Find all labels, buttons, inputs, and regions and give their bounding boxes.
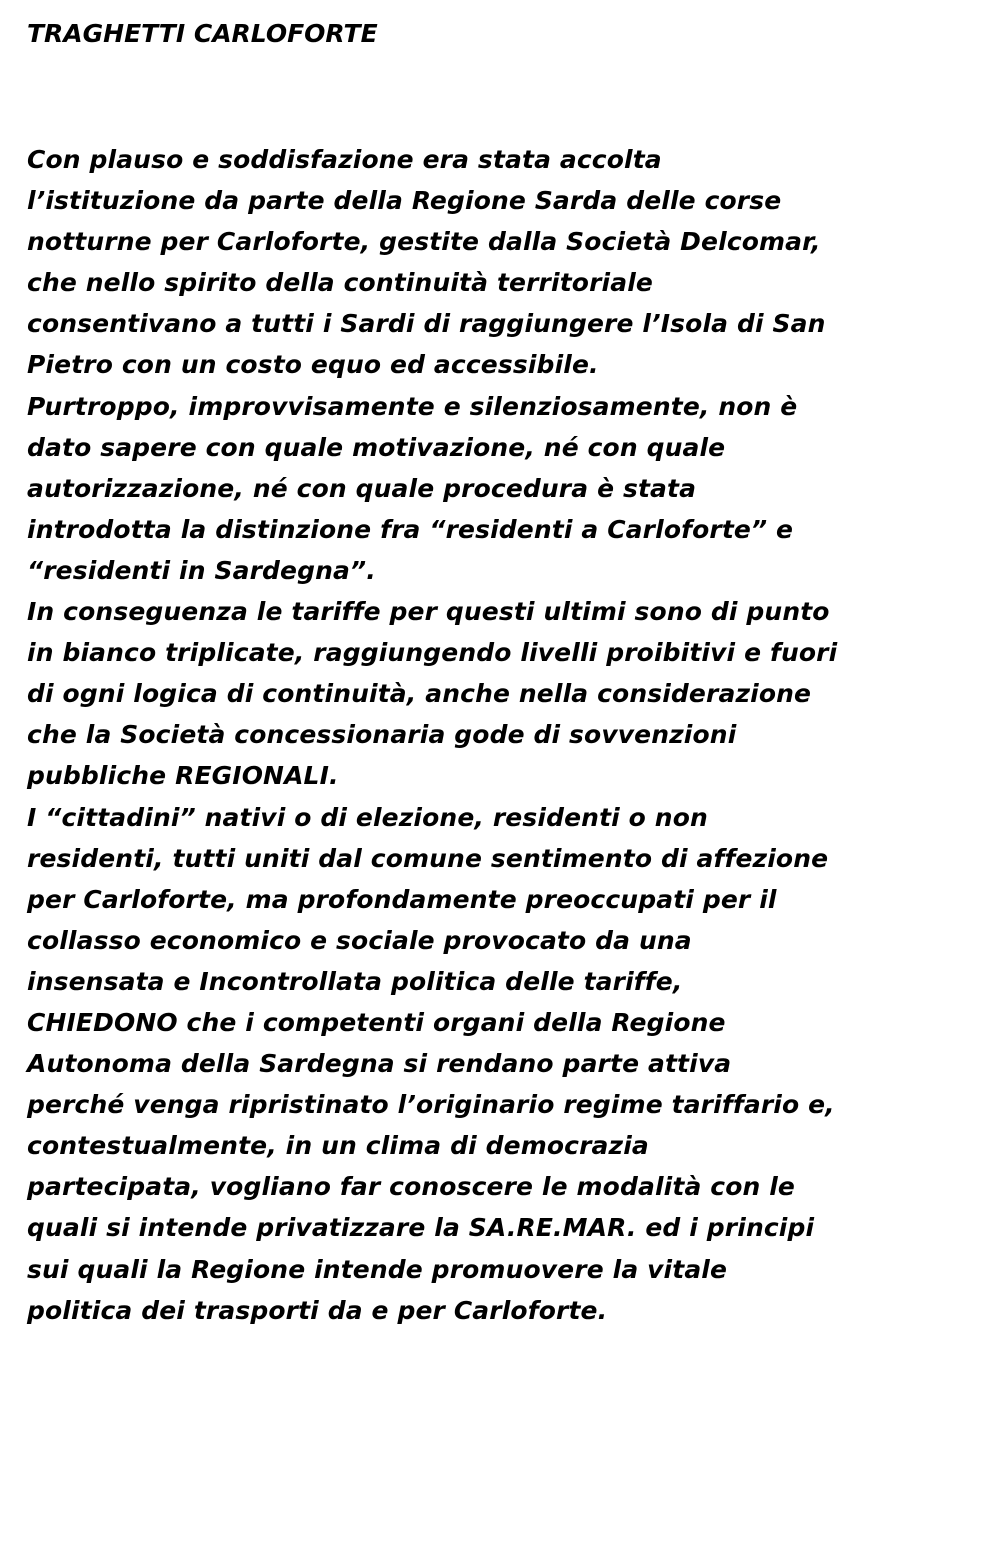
body-line: notturne per Carloforte, gestite dalla Società Delcomar, [27, 227, 821, 257]
document-title: TRAGHETTI CARLOFORTE [27, 19, 378, 48]
body-line: dato sapere con quale motivazione, né con quale [27, 432, 726, 462]
body-line: Autonoma della Sardegna si rendano parte attiva [27, 1049, 732, 1079]
body-line: pubbliche REGIONALI. [27, 761, 339, 791]
body-line: politica dei trasporti da e per Carloforte. [27, 1295, 608, 1325]
body-line: quali si intende privatizzare la SA.RE.MAR. ed i principi [27, 1213, 815, 1243]
body-line: Purtroppo, improvvisamente e silenziosamente, non è [27, 391, 798, 421]
body-line: In conseguenza le tariffe per questi ultimi sono di punto [27, 597, 830, 627]
body-line: “residenti in Sardegna”. [27, 555, 376, 585]
body-line: introdotta la distinzione fra “residenti a Carloforte” e [27, 514, 794, 544]
body-line: partecipata, vogliano far conoscere le modalità con le [27, 1172, 796, 1202]
body-line: in bianco triplicate, raggiungendo livelli proibitivi e fuori [27, 638, 838, 668]
body-line: di ogni logica di continuità, anche nella considerazione [27, 679, 812, 709]
body-line: autorizzazione, né con quale procedura è stata [27, 473, 697, 503]
document-body [27, 139, 977, 1331]
body-line: per Carloforte, ma profondamente preoccupati per il [27, 884, 777, 914]
body-line: che nello spirito della continuità territoriale [27, 268, 653, 298]
body-line: residenti, tutti uniti dal comune sentimento di affezione [27, 843, 829, 873]
body-line: consentivano a tutti i Sardi di raggiungere l’Isola di San [27, 309, 826, 339]
body-line: contestualmente, in un clima di democrazia [27, 1131, 649, 1161]
body-line: collasso economico e sociale provocato da una [27, 925, 692, 955]
body-line: che la Società concessionaria gode di sovvenzioni [27, 720, 737, 750]
body-line: CHIEDONO che i competenti organi della Regione [27, 1007, 726, 1037]
body-line: Pietro con un costo equo ed accessibile. [27, 350, 599, 380]
body-line: perché venga ripristinato l’originario regime tariffario e, [27, 1090, 835, 1120]
body-line: sui quali la Regione intende promuovere la vitale [27, 1254, 728, 1284]
body-line: insensata e Incontrollata politica delle tariffe, [27, 966, 683, 996]
body-line: l’istituzione da parte della Regione Sarda delle corse [27, 186, 782, 216]
body-line: I “cittadini” nativi o di elezione, residenti o non [27, 802, 708, 832]
body-line: Con plauso e soddisfazione era stata accolta [27, 145, 662, 174]
